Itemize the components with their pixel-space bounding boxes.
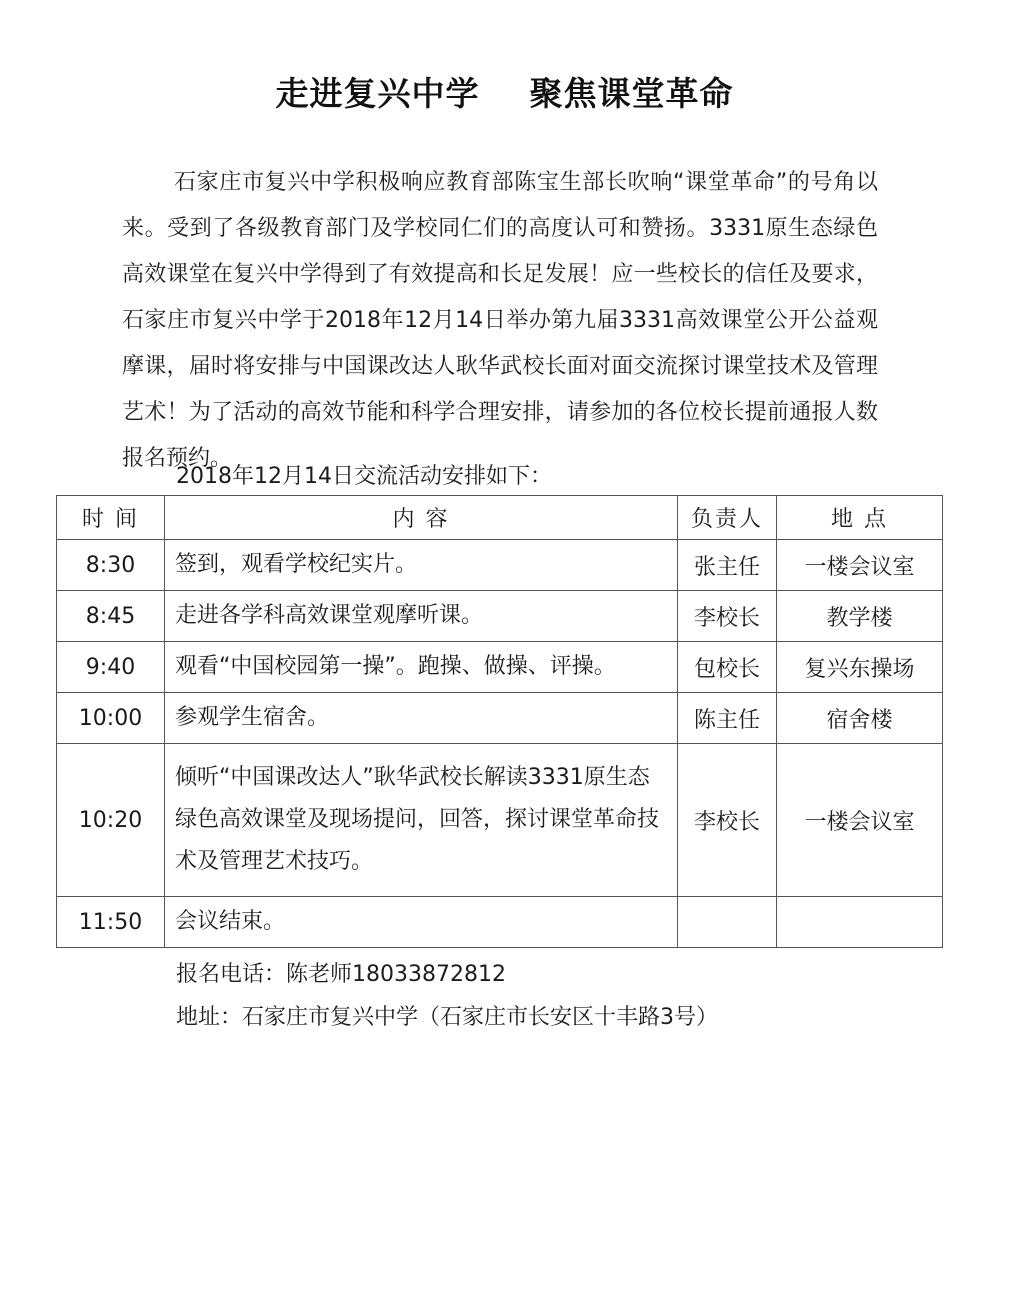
- cell-person: 李校长: [678, 591, 777, 642]
- cell-place: 一楼会议室: [777, 744, 943, 897]
- header-person: 负责人: [678, 496, 777, 540]
- address: 地址：石家庄市复兴中学（石家庄市长安区十丰路3号）: [176, 1005, 718, 1030]
- cell-time: 8:45: [57, 591, 165, 642]
- header-place: 地 点: [777, 496, 943, 540]
- cell-content: 走进各学科高效课堂观摩听课。: [165, 591, 678, 642]
- cell-person: [678, 897, 777, 948]
- table-row: [57, 591, 943, 642]
- cell-content: 参观学生宿舍。: [165, 693, 678, 744]
- header-time: 时 间: [57, 496, 165, 540]
- cell-place: 一楼会议室: [777, 540, 943, 591]
- cell-content: 观看“中国校园第一操”。跑操、做操、评操。: [165, 642, 678, 693]
- cell-time: 9:40: [57, 642, 165, 693]
- cell-time: 10:20: [57, 744, 165, 897]
- cell-time: 8:30: [57, 540, 165, 591]
- cell-content: 倾听“中国课改达人”耿华武校长解读3331原生态绿色高效课堂及现场提问，回答，探讨课堂革命技术及管理艺术技巧。: [165, 744, 678, 897]
- table-row: [57, 540, 943, 591]
- cell-person: 张主任: [678, 540, 777, 591]
- table-row: [57, 897, 943, 948]
- schedule-table: [56, 495, 943, 948]
- cell-place: 教学楼: [777, 591, 943, 642]
- schedule-heading: 2018年12月14日交流活动安排如下：: [176, 464, 552, 489]
- cell-person: 李校长: [678, 744, 777, 897]
- cell-time: 10:00: [57, 693, 165, 744]
- header-content: 内 容: [165, 496, 678, 540]
- cell-person: 陈主任: [678, 693, 777, 744]
- cell-place: [777, 897, 943, 948]
- cell-time: 11:50: [57, 897, 165, 948]
- intro-paragraph: 石家庄市复兴中学积极响应教育部陈宝生部长吹响“课堂革命”的号角以来。受到了各级教育部门及学校同仁们的高度认可和赞扬。3331原生态绿色高效课堂在复兴中学得到了有效提高和长足发展！应一些校长的信任及要求，石家庄市复兴中学于2018年12月14日举办第九届3331高效课堂公开公益观摩课，届时将安排与中国课改达人耿华武校长面对面交流探讨课堂技术及管理艺术！为了活动的高效节能和科学合理安排，请参加的各位校长提前通报人数报名预约。: [122, 170, 878, 471]
- table-row: [57, 693, 943, 744]
- cell-content: 签到，观看学校纪实片。: [165, 540, 678, 591]
- table-row: [57, 642, 943, 693]
- table-header-row: [57, 496, 943, 540]
- cell-place: 宿舍楼: [777, 693, 943, 744]
- page-title: 走进复兴中学 聚焦课堂革命: [275, 74, 734, 113]
- cell-content: 会议结束。: [165, 897, 678, 948]
- cell-person: 包校长: [678, 642, 777, 693]
- registration-phone: 报名电话：陈老师18033872812: [176, 962, 506, 987]
- table-row: [57, 744, 943, 897]
- cell-place: 复兴东操场: [777, 642, 943, 693]
